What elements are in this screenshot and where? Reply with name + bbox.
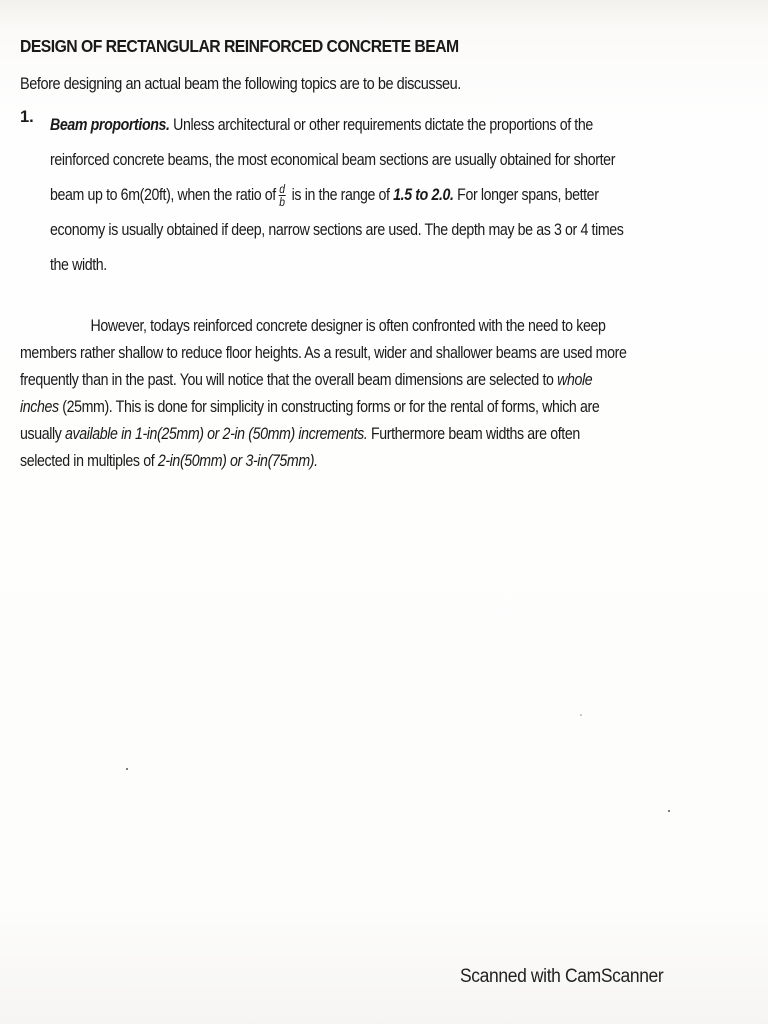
para-line-6: selected in multiples of 2-in(50mm) or 3-in(75mm). (20, 452, 318, 470)
item-line-4: economy is usually obtained if deep, narrow sections are used. The depth may be as 3 or 4 times (50, 221, 624, 239)
item-line-3: beam up to 6m(20ft), when the ratio of $\frac{d}{b}$ is in the range of 1.5 to 2.0. For longer spans, better (50, 182, 599, 210)
fraction-denominator: b (279, 195, 285, 210)
para-line-1: However, todays reinforced concrete designer is often confronted with the need to keep (90, 317, 606, 335)
item-heading: Beam proportions. (50, 116, 170, 134)
para-line-4: inches (25mm). This is done for simplicity in constructing forms or for the rental of forms, which are (20, 398, 600, 416)
dust-speck (580, 714, 582, 716)
list-item-number: 1. (20, 108, 34, 126)
paragraph-shallow-beams (20, 313, 750, 475)
list-item-text (50, 108, 750, 283)
para-line-3: frequently than in the past. You will notice that the overall beam dimensions are selected to whole (20, 371, 593, 389)
document-body (20, 30, 750, 475)
ratio-range: 1.5 to 2.0. (393, 186, 454, 204)
list-item-beam-proportions (20, 108, 750, 283)
ratio-fraction (278, 183, 285, 208)
item-line-2: reinforced concrete beams, the most economical beam sections are usually obtained for shorter (50, 151, 616, 169)
dust-speck (668, 810, 670, 812)
para-line-5: usually available in 1-in(25mm) or 2-in (50mm) increments. Furthermore beam widths are often (20, 425, 580, 443)
fraction-numerator: d (279, 182, 285, 197)
document-title: DESIGN OF RECTANGULAR REINFORCED CONCRETE BEAM (20, 36, 459, 56)
dust-speck (126, 768, 128, 770)
para-line-2: members rather shallow to reduce floor heights. As a result, wider and shallower beams are used more (20, 344, 627, 362)
item-line-1: Beam proportions. Unless architectural or other requirements dictate the proportions of the (50, 116, 593, 134)
item-line-5: the width. (50, 256, 107, 274)
scanner-watermark: Scanned with CamScanner (460, 966, 664, 987)
intro-sentence: Before designing an actual beam the following topics are to be discusseu. (20, 75, 461, 93)
